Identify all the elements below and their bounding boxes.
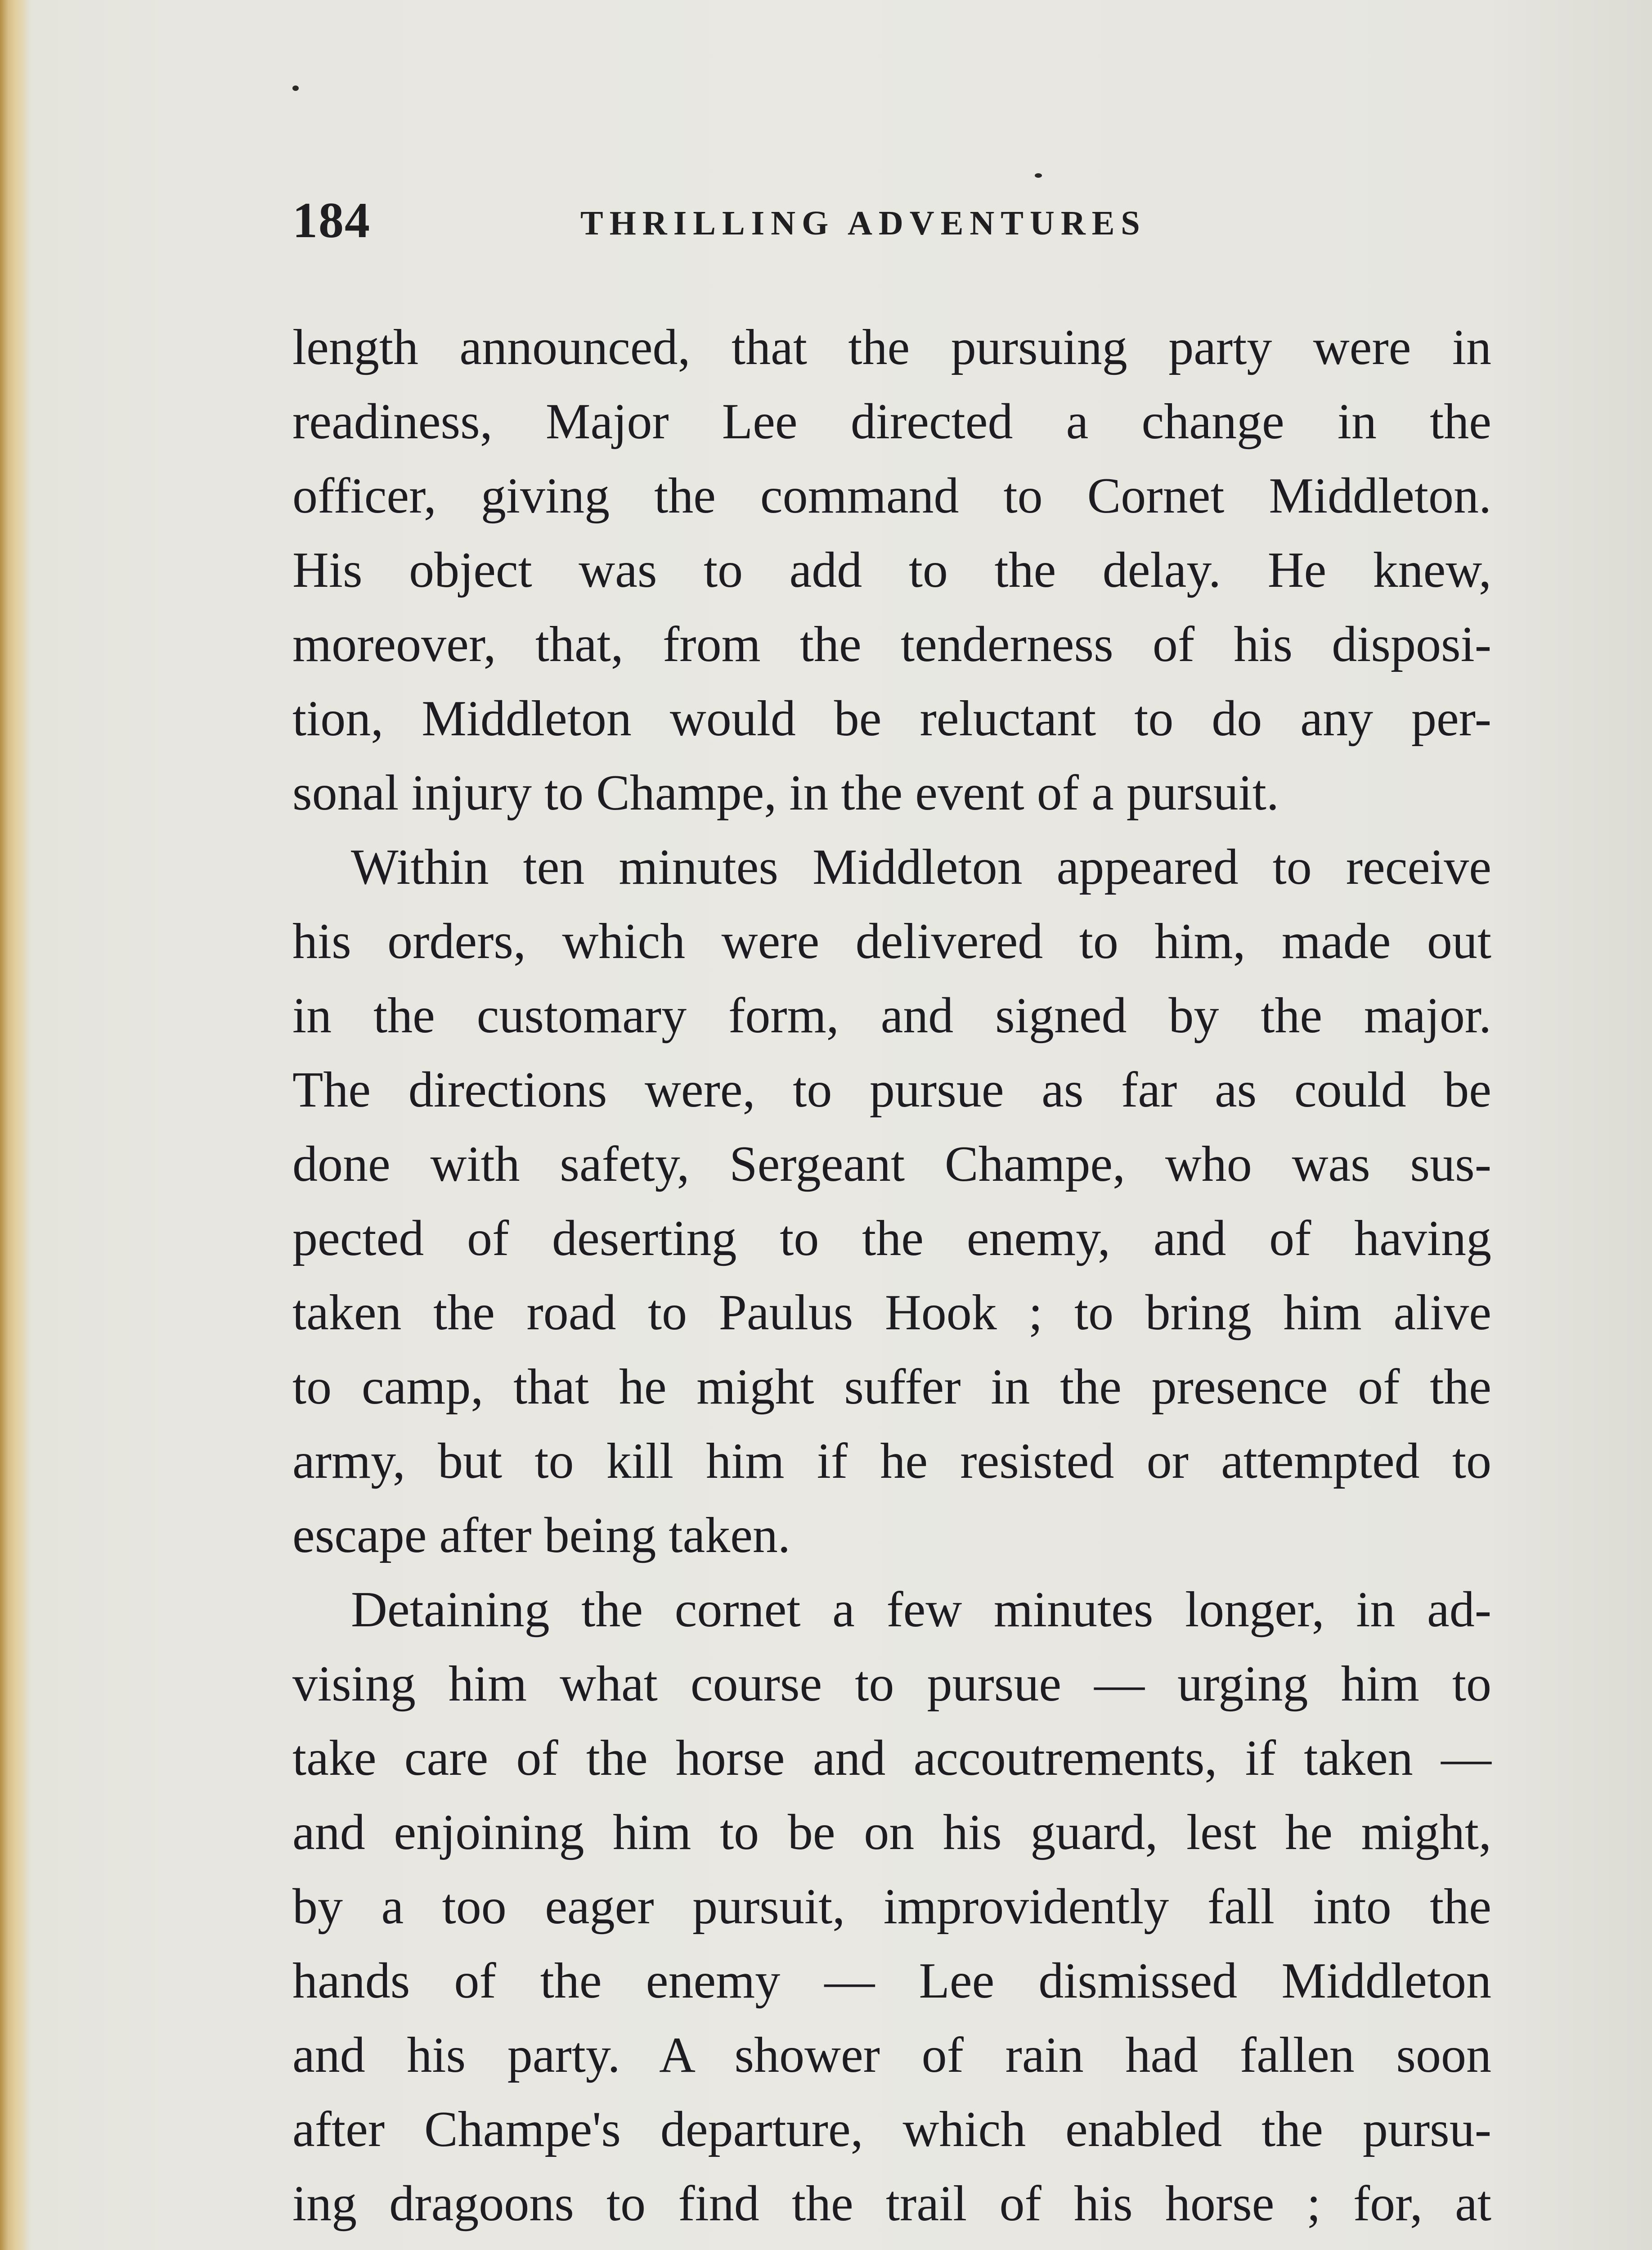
text-line: his orders, which were delivered to him, made out (292, 914, 1491, 969)
text-line: officer, giving the command to Cornet Middleton. (292, 468, 1491, 524)
text-line (292, 2241, 1491, 2250)
text-line: length announced, that the pursuing party were in (292, 320, 1491, 375)
body-text (292, 310, 1491, 2250)
text-line: vising him what course to pursue — urging him to (292, 1656, 1491, 1712)
running-head: THRILLING ADVENTURES (580, 204, 1146, 242)
ink-speck (1035, 173, 1042, 178)
text-line: and his party. A shower of rain had fallen soon (292, 2027, 1491, 2083)
page-edge (0, 0, 31, 2250)
text-line: tion, Middleton would be reluctant to do any per- (292, 691, 1491, 747)
text-line: taken the road to Paulus Hook ; to bring him alive (292, 1285, 1491, 1341)
text-line: readiness, Major Lee directed a change in the (292, 394, 1491, 450)
text-line: Within ten minutes Middleton appeared to receive (351, 839, 1491, 895)
text-line: army, but to kill him if he resisted or attempted to (292, 1433, 1491, 1489)
text-line: pected of deserting to the enemy, and of having (292, 1210, 1491, 1266)
text-line: The directions were, to pursue as far as could be (292, 1062, 1491, 1118)
text-line: escape after being taken. (292, 1508, 790, 1563)
ink-speck (292, 86, 299, 91)
text-line: after Champe's departure, which enabled the pursu- (292, 2102, 1491, 2157)
text-line: ing dragoons to find the trail of his horse ; for, at (292, 2176, 1491, 2232)
page-number: 184 (292, 193, 371, 248)
text-line: take care of the horse and accoutrements, if taken — (292, 1730, 1491, 1786)
text-line: and enjoining him to be on his guard, lest he might, (292, 1804, 1491, 1860)
text-line: done with safety, Sergeant Champe, who was sus- (292, 1136, 1491, 1192)
text-line: by a too eager pursuit, improvidently fall into the (292, 1879, 1491, 1935)
text-line: in the customary form, and signed by the major. (292, 988, 1491, 1044)
text-line: Detaining the cornet a few minutes longer, in ad- (351, 1582, 1491, 1638)
text-line: sonal injury to Champe, in the event of a pursuit. (292, 765, 1279, 821)
text-line: hands of the enemy — Lee dismissed Middleton (292, 1953, 1491, 2009)
text-line: His object was to add to the delay. He knew, (292, 542, 1491, 598)
page-header (292, 184, 1494, 256)
text-line: moreover, that, from the tenderness of his disposi- (292, 616, 1491, 672)
text-line: to camp, that he might suffer in the presence of the (292, 1359, 1491, 1415)
